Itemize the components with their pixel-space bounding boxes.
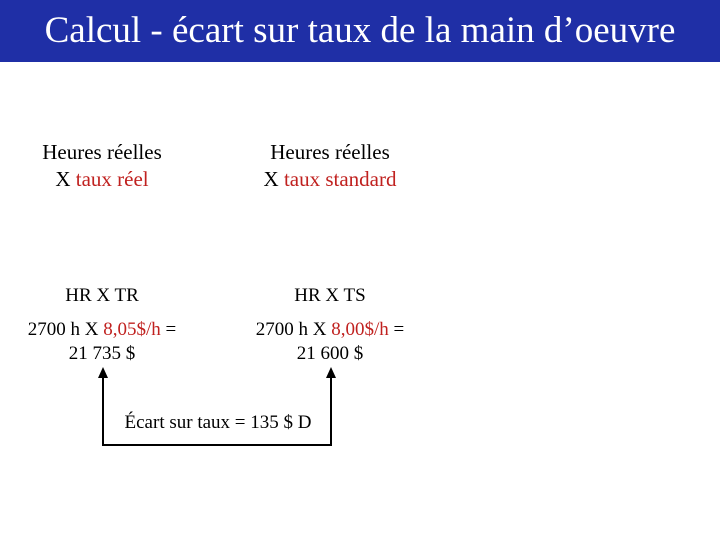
variance-label: Écart sur taux = 135 $ D	[124, 412, 312, 433]
left-formula: HR X TR	[65, 285, 139, 306]
right-calc-rate: 8,00$/h	[331, 319, 389, 340]
left-calc-prefix: 2700 h X	[27, 319, 104, 340]
right-result: 21 600 $	[296, 343, 364, 364]
left-heading-prefix: X	[55, 167, 76, 191]
right-heading-colored: taux standard	[283, 167, 397, 191]
left-heading-colored: taux réel	[75, 167, 149, 191]
left-arrow-head-icon	[98, 367, 108, 378]
right-calc-suffix: =	[388, 319, 405, 340]
right-heading-line1: Heures réelles	[270, 140, 390, 164]
left-calc-rate: 8,05$/h	[103, 319, 161, 340]
right-formula: HR X TS	[294, 285, 366, 306]
left-heading-line1: Heures réelles	[42, 140, 162, 164]
right-arrow-head-icon	[326, 367, 336, 378]
right-calc-prefix: 2700 h X	[255, 319, 332, 340]
slide-title: Calcul - écart sur taux de la main d’oeuvre	[44, 10, 676, 51]
right-heading-prefix: X	[263, 167, 284, 191]
left-calc-suffix: =	[160, 319, 177, 340]
left-result: 21 735 $	[68, 343, 136, 364]
